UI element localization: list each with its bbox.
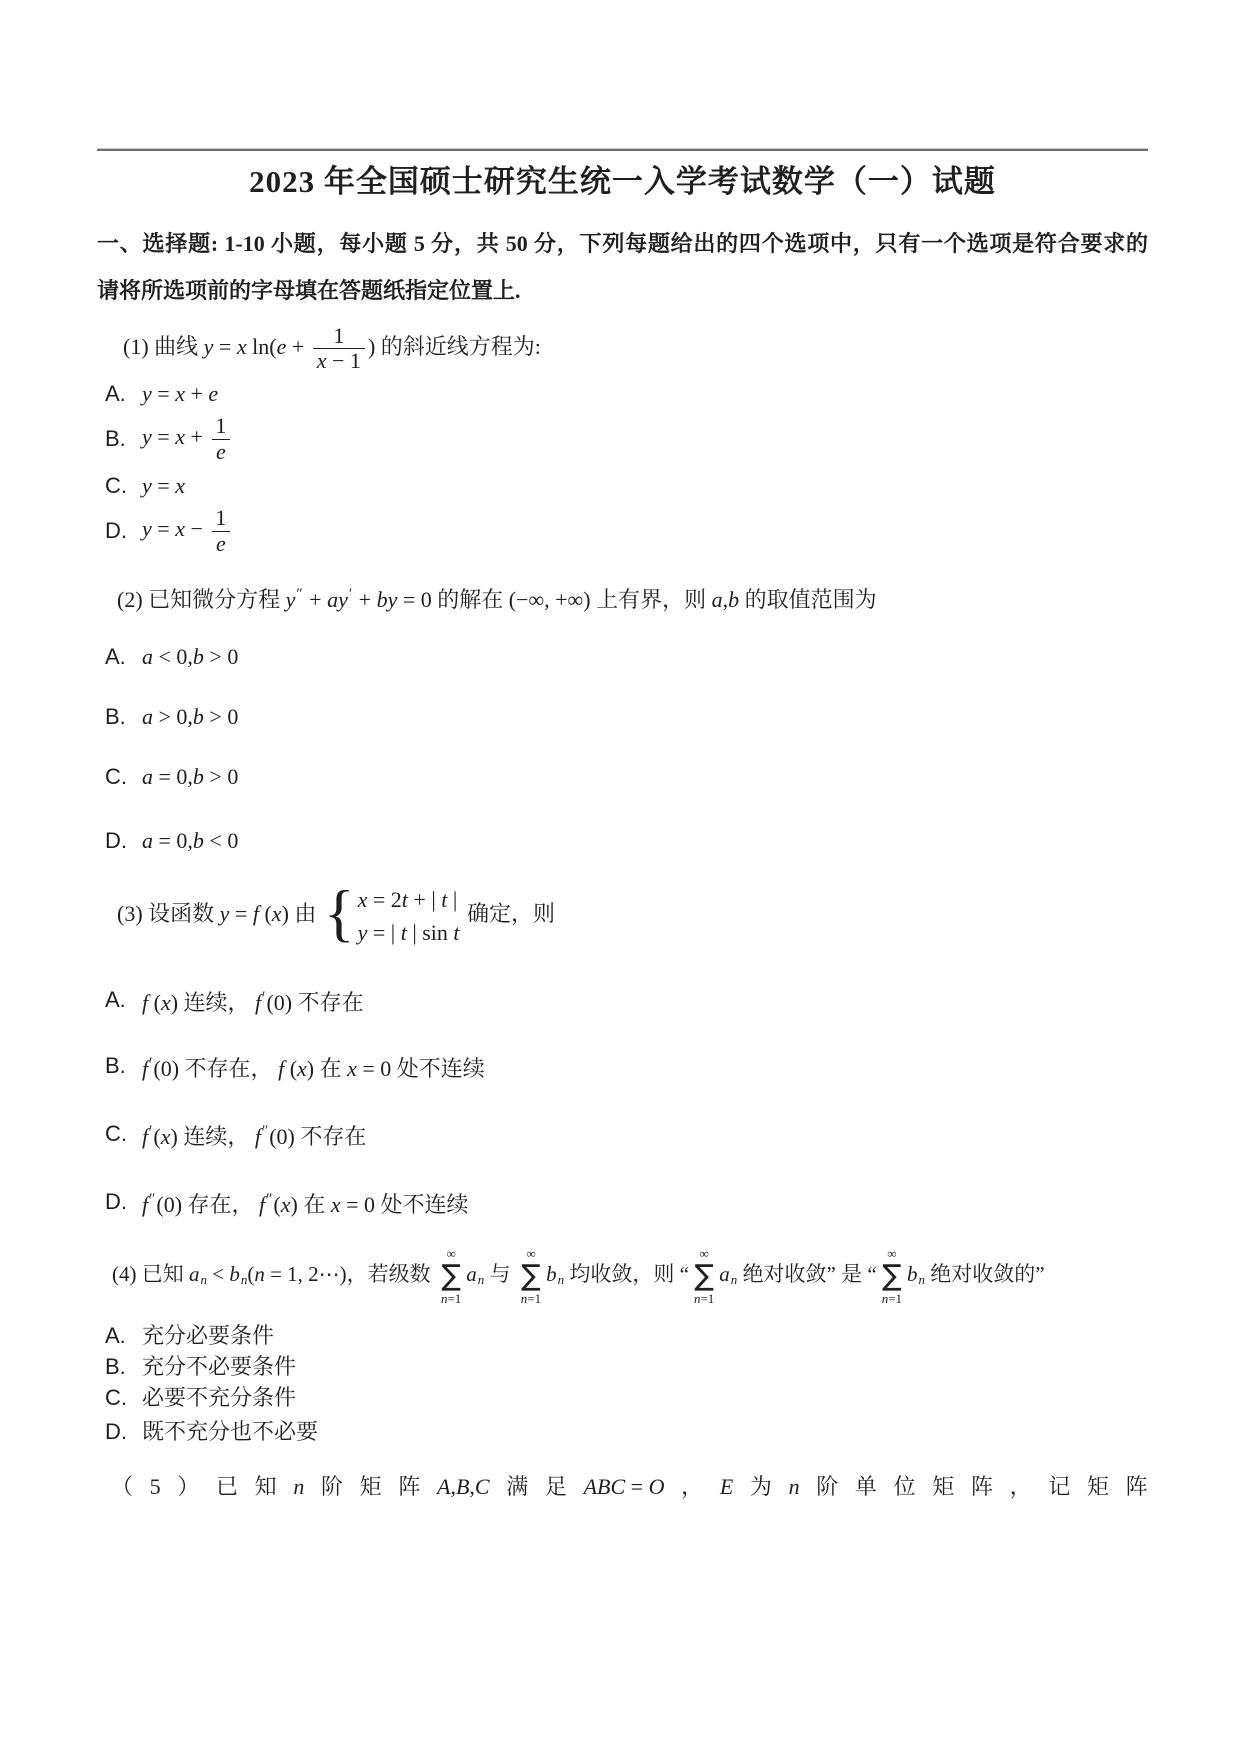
option-2-b-content: a > 0,b > 0 <box>142 703 239 729</box>
question-3-stem: (3) 设函数 y = f (x) 由 { x = 2t + | t | y = | t | sin t 确定，则 <box>117 877 556 949</box>
option-1-d-content: y = x − $\frac{1}{e}$ <box>142 506 233 556</box>
option-2-b-label: B. <box>105 703 126 729</box>
option-3-d <box>105 1185 1148 1219</box>
page-content <box>0 148 1240 1502</box>
option-1-b <box>105 414 1148 464</box>
option-3-a-label: A. <box>105 986 126 1012</box>
section-instructions <box>97 220 1148 314</box>
instruction-line-1: 一、选择题: 1-10 小题，每小题 5 分，共 50 分，下列每题给出的四个选项中，只有一个选项是符合要求的 <box>97 230 1148 256</box>
top-rule <box>97 148 1148 151</box>
question-3 <box>97 877 1148 1219</box>
option-1-a-content: y = x + e <box>142 381 219 406</box>
option-4-d <box>105 1417 1148 1446</box>
option-2-b <box>105 703 1148 731</box>
option-2-d <box>105 827 1148 855</box>
option-4-c-label: C. <box>105 1384 127 1410</box>
question-4-stem: (4) 已知 an < bn(n = 1, 2⋯)，若级数 ∞ ∑ n=1 an 与 ∞ ∑ n=1 bn 均收敛，则 “ ∞ ∑ n=1 an 绝对收敛” 是 “ ∞ ∑ n=1 bn 绝对收敛的” <box>112 1245 1045 1306</box>
option-3-d-label: D. <box>105 1188 127 1214</box>
page-title: 2023 年全国硕士研究生统一入学考试数学（一）试题 <box>249 164 996 199</box>
option-1-d <box>105 506 1148 556</box>
option-2-a <box>105 643 1148 671</box>
question-2 <box>97 579 1148 855</box>
option-2-c <box>105 763 1148 791</box>
instruction-line-2: 请将所选项前的字母填在答题纸指定位置上. <box>97 277 521 303</box>
option-3-c-label: C. <box>105 1120 127 1146</box>
option-2-a-label: A. <box>105 643 126 669</box>
option-1-a-label: A. <box>105 381 126 406</box>
question-1-stem: (1) 曲线 y = x ln(e + $\frac{1}{x - 1}$ ) 的斜近线方程为: <box>123 322 541 374</box>
option-1-c-label: C. <box>105 473 127 499</box>
option-4-d-label: D. <box>105 1418 127 1444</box>
option-4-b-label: B. <box>105 1353 126 1379</box>
option-2-c-label: C. <box>105 763 127 789</box>
option-1-c <box>105 472 1148 500</box>
option-3-b <box>105 1049 1148 1083</box>
option-4-b-content: 充分不必要条件 <box>142 1353 297 1379</box>
question-2-stem: (2) 已知微分方程 y″ + ay′ + by = 0 的解在 (−∞, +∞) 上有界，则 a,b 的取值范围为 <box>117 585 877 612</box>
option-4-a-content: 充分必要条件 <box>142 1322 275 1348</box>
option-2-a-content: a < 0,b > 0 <box>142 643 239 669</box>
option-3-c <box>105 1117 1148 1151</box>
option-2-d-label: D. <box>105 827 127 853</box>
option-2-d-content: a = 0,b < 0 <box>142 827 239 853</box>
option-3-b-label: B. <box>105 1052 126 1078</box>
option-1-c-content: y = x <box>142 473 185 499</box>
question-5-stem: （ 5 ） 已 知 n 阶 矩 阵 A,B,C 满 足 ABC = O ， E 为 n 阶 单 位 矩 阵 ， 记 矩 阵 <box>111 1473 1148 1499</box>
option-1-a <box>105 380 1148 408</box>
option-3-a-content: f (x) 连续， f′(0) 不存在 <box>142 988 364 1015</box>
option-3-a <box>105 983 1148 1017</box>
option-1-d-label: D. <box>105 518 127 544</box>
option-4-c-content: 必要不充分条件 <box>142 1384 297 1410</box>
question-5 <box>97 1472 1148 1502</box>
option-3-b-content: f′(0) 不存在， f (x) 在 x = 0 处不连续 <box>142 1054 485 1081</box>
question-4 <box>97 1247 1148 1446</box>
option-4-b <box>105 1352 1148 1381</box>
option-4-d-content: 既不充分也不必要 <box>142 1418 319 1444</box>
option-4-a <box>105 1321 1148 1350</box>
option-3-c-content: f′(x) 连续， f″(0) 不存在 <box>142 1122 367 1149</box>
question-1 <box>97 324 1148 557</box>
option-1-b-content: y = x + $\frac{1}{e}$ <box>142 414 233 464</box>
option-2-c-content: a = 0,b > 0 <box>142 763 239 789</box>
option-1-b-label: B. <box>105 426 126 452</box>
option-4-a-label: A. <box>105 1322 126 1348</box>
option-3-d-content: f″(0) 存在， f″(x) 在 x = 0 处不连续 <box>142 1190 469 1217</box>
option-4-c <box>105 1383 1148 1412</box>
